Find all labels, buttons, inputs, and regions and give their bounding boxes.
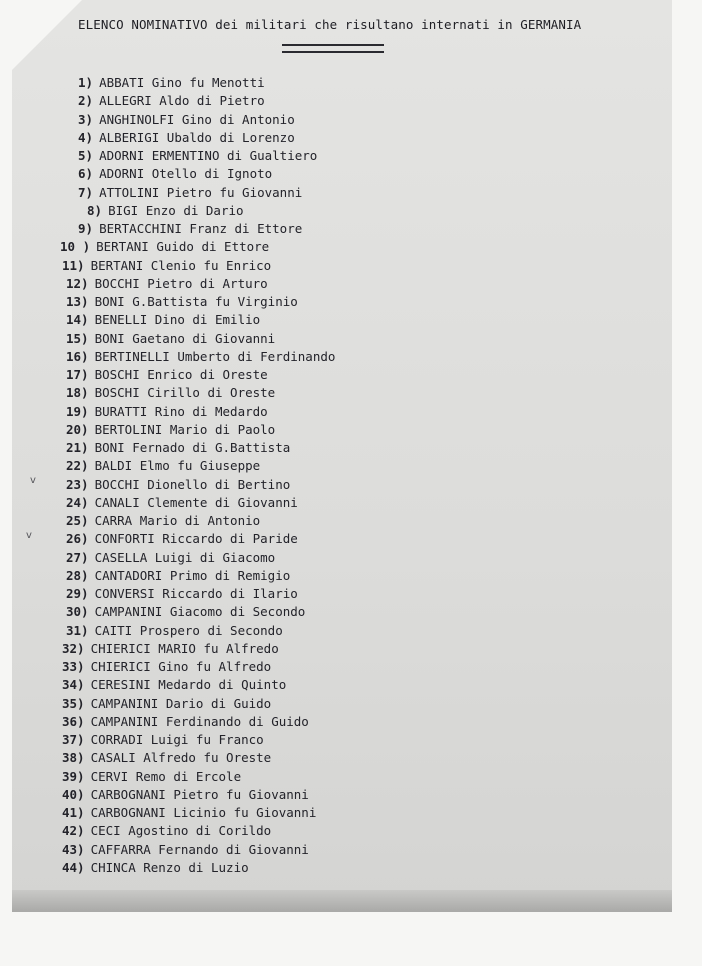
list-item (66, 385, 275, 401)
list-item (66, 294, 298, 310)
entry-name: BOCCHI Dionello di Bertino (94, 476, 291, 492)
list-item (62, 677, 286, 693)
list-item (66, 604, 305, 620)
entry-number: 43) (62, 841, 85, 857)
list-item (66, 568, 290, 584)
list-item (66, 312, 260, 328)
entry-name: BURATTI Rino di Medardo (94, 403, 268, 419)
entry-number: 37) (62, 732, 85, 747)
list-item (78, 75, 265, 91)
list-item (66, 550, 275, 566)
entry-name: BOSCHI Cirillo di Oreste (94, 385, 276, 401)
entry-name: CERESINI Medardo di Quinto (90, 677, 287, 693)
check-mark: v (30, 475, 36, 486)
entry-name: BOCCHI Pietro di Arturo (94, 275, 268, 291)
entry-number: 27) (66, 549, 89, 565)
entry-name: CHIERICI MARIO fu Alfredo (90, 640, 279, 656)
entry-name: BOSCHI Enrico di Oreste (94, 367, 268, 382)
entry-name: BERTACCHINI Franz di Ettore (99, 221, 303, 236)
list-item (66, 276, 268, 292)
entry-name: ADORNI ERMENTINO di Gualtiero (99, 148, 318, 163)
list-item (66, 331, 275, 347)
entry-number: 4) (78, 129, 94, 145)
entry-number: 32) (62, 640, 85, 656)
list-item (78, 185, 302, 201)
entry-number: 30) (66, 604, 89, 620)
entry-name: ANGHINOLFI Gino di Antonio (99, 111, 295, 127)
list-item (78, 130, 295, 146)
entry-number: 20) (66, 421, 89, 437)
entry-name: BERTINELLI Umberto di Ferdinando (94, 348, 336, 364)
list-item (66, 404, 268, 420)
document-page (12, 0, 672, 912)
entry-number: 5) (78, 148, 94, 163)
entry-name: CAMPANINI Dario di Guido (90, 695, 272, 711)
entry-number: 34) (62, 677, 85, 693)
entry-name: CARBOGNANI Licinio fu Giovanni (90, 805, 317, 820)
entry-name: BIGI Enzo di Dario (108, 202, 244, 218)
entry-number: 31) (66, 622, 89, 638)
entry-name: ALBERIGI Ubaldo di Lorenzo (99, 129, 295, 145)
entry-number: 22) (66, 458, 89, 474)
list-item (62, 769, 241, 785)
entry-number: 7) (78, 184, 94, 200)
list-item (62, 805, 316, 821)
internee-list (12, 0, 672, 880)
entry-number: 25) (66, 513, 89, 528)
entry-number: 23) (66, 476, 89, 492)
entry-number: 38) (62, 750, 85, 766)
entry-number: 12) (66, 275, 89, 291)
entry-number: 3) (78, 111, 94, 127)
entry-number: 13) (66, 294, 89, 309)
entry-name: CONFORTI Riccardo di Paride (94, 531, 298, 547)
list-item (62, 732, 264, 748)
entry-number: 2) (78, 93, 94, 109)
list-item (66, 513, 260, 529)
entry-name: BERTANI Clenio fu Enrico (90, 257, 272, 273)
list-item (78, 148, 317, 164)
entry-name: CAFFARRA Fernando di Giovanni (90, 841, 309, 857)
entry-number: 39) (62, 768, 85, 784)
entry-number: 24) (66, 494, 89, 510)
entry-name: CARRA Mario di Antonio (94, 513, 261, 528)
check-mark: v (26, 530, 32, 541)
list-item (66, 367, 268, 383)
list-item (62, 842, 309, 858)
entry-number: 42) (62, 823, 85, 839)
entry-name: CECI Agostino di Corildo (90, 823, 272, 839)
entry-number: 29) (66, 586, 89, 601)
list-item (66, 458, 260, 474)
entry-number: 36) (62, 713, 85, 729)
list-item (62, 258, 271, 274)
entry-name: CASELLA Luigi di Giacomo (94, 549, 276, 565)
list-item (66, 623, 283, 639)
entry-name: BONI Gaetano di Giovanni (94, 330, 276, 346)
list-item (60, 239, 269, 255)
list-item (78, 112, 295, 128)
entry-number: 28) (66, 567, 89, 583)
entry-number: 17) (66, 367, 89, 382)
list-item (62, 696, 271, 712)
entry-number: 40) (62, 786, 85, 802)
entry-number: 18) (66, 385, 89, 401)
entry-number: 33) (62, 659, 85, 674)
entry-name: CAMPANINI Giacomo di Secondo (94, 604, 306, 620)
list-item (66, 495, 298, 511)
list-item (62, 714, 309, 730)
entry-name: ADORNI Otello di Ignoto (99, 166, 273, 182)
entry-name: CONVERSI Riccardo di Ilario (94, 586, 298, 601)
entry-name: CHINCA Renzo di Luzio (90, 859, 249, 875)
entry-name: ALLEGRI Aldo di Pietro (99, 93, 265, 109)
entry-name: BENELLI Dino di Emilio (94, 312, 261, 328)
list-item (62, 860, 249, 876)
list-item (66, 586, 298, 602)
entry-name: CERVI Remo di Ercole (90, 768, 242, 784)
entry-number: 1) (78, 75, 94, 90)
entry-number: 10 ) (60, 239, 91, 255)
list-item (62, 750, 271, 766)
entry-name: CHIERICI Gino fu Alfredo (90, 659, 272, 674)
entry-name: BONI Fernado di G.Battista (94, 440, 291, 455)
entry-number: 21) (66, 440, 89, 455)
list-item (62, 823, 271, 839)
entry-number: 35) (62, 695, 85, 711)
entry-name: ATTOLINI Pietro fu Giovanni (99, 184, 303, 200)
entry-name: CAMPANINI Ferdinando di Guido (90, 713, 309, 729)
entry-name: CARBOGNANI Pietro fu Giovanni (90, 786, 309, 802)
entry-number: 16) (66, 348, 89, 364)
entry-name: BALDI Elmo fu Giuseppe (94, 458, 261, 474)
entry-name: CANALI Clemente di Giovanni (94, 494, 298, 510)
entry-number: 19) (66, 403, 89, 419)
entry-name: CORRADI Luigi fu Franco (90, 732, 264, 747)
list-item (66, 422, 275, 438)
entry-number: 14) (66, 312, 89, 328)
list-item (66, 477, 290, 493)
document-title: ELENCO NOMINATIVO dei militari che risultano internati in GERMANIA (78, 17, 582, 32)
entry-name: ABBATI Gino fu Menotti (99, 75, 265, 90)
list-item (78, 221, 302, 237)
entry-name: BONI G.Battista fu Virginio (94, 294, 298, 309)
list-item (87, 203, 244, 219)
list-item (62, 787, 309, 803)
list-item (78, 93, 265, 109)
list-item (62, 641, 279, 657)
entry-number: 9) (78, 221, 94, 236)
entry-name: BERTOLINI Mario di Paolo (94, 421, 276, 437)
entry-name: CAITI Prospero di Secondo (94, 622, 283, 638)
entry-name: CANTADORI Primo di Remigio (94, 567, 291, 583)
entry-number: 8) (87, 202, 103, 218)
entry-name: BERTANI Guido di Ettore (96, 239, 270, 255)
entry-number: 15) (66, 330, 89, 346)
list-item (66, 349, 335, 365)
entry-name: CASALI Alfredo fu Oreste (90, 750, 272, 766)
entry-number: 6) (78, 166, 94, 182)
entry-number: 26) (66, 531, 89, 547)
list-item (66, 531, 298, 547)
entry-number: 44) (62, 859, 85, 875)
scan-bottom-band (12, 890, 672, 912)
entry-number: 11) (62, 257, 85, 273)
list-item (78, 166, 272, 182)
list-item (66, 440, 290, 456)
list-item (62, 659, 271, 675)
entry-number: 41) (62, 805, 85, 820)
